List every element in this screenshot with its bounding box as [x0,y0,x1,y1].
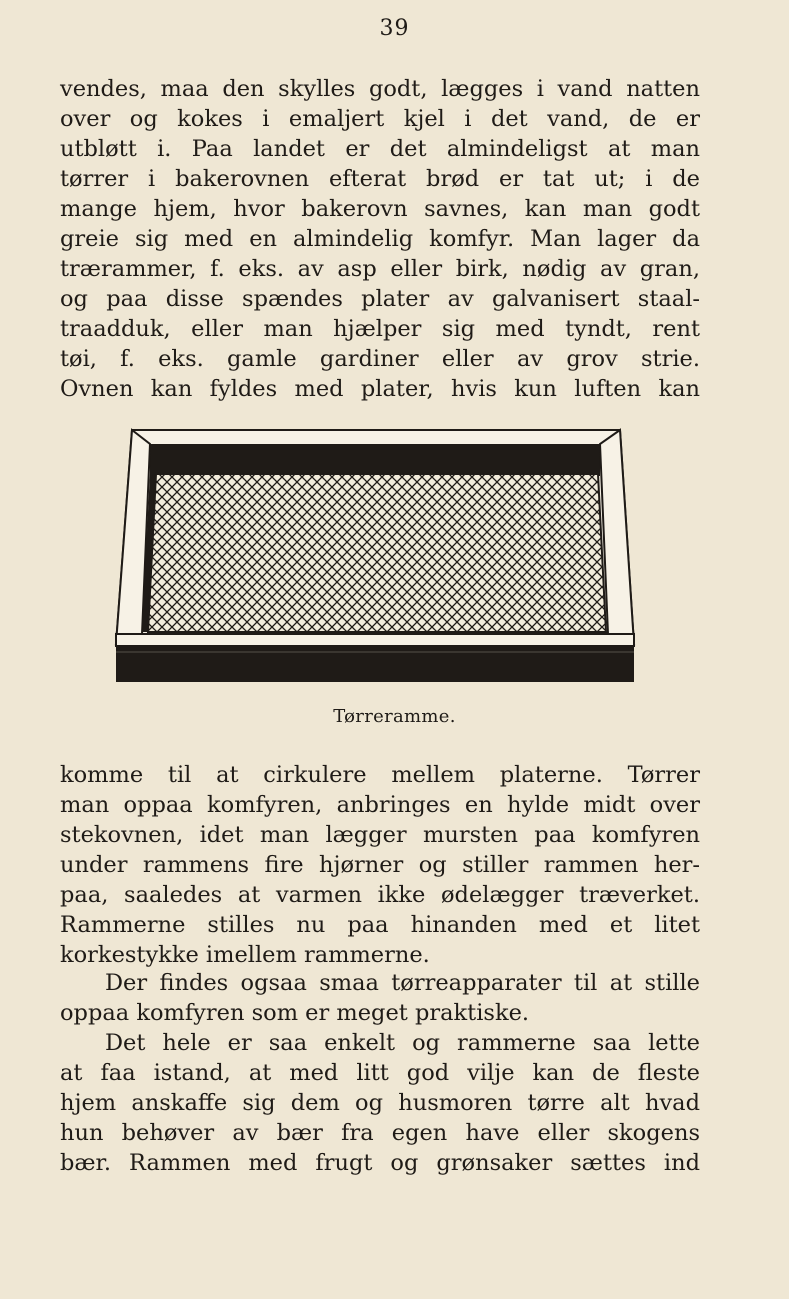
text-line: stekovnen, idet man lægger mursten paa komfyren [60,822,700,848]
paragraph-2 [60,760,700,970]
text-line: trærammer, f. eks. av asp eller birk, nødig av gran, [60,256,700,282]
page-number: 39 [379,16,410,41]
text-line: utbløtt i. Paa landet er det almindeligst at man [60,136,700,162]
text-line: hjem anskaffe sig dem og husmoren tørre alt hvad [60,1090,700,1116]
text-line: Rammerne stilles nu paa hinanden med et litet [60,912,700,938]
text-line: Der findes ogsaa smaa tørreapparater til at stille [105,970,700,996]
text-line: Ovnen kan fyldes med plater, hvis kun luften kan [60,376,700,402]
text-line: Det hele er saa enkelt og rammerne saa lette [105,1030,700,1056]
paragraph-1 [60,74,700,404]
text-line: paa, saaledes at varmen ikke ødelægger træverket. [60,882,700,908]
paragraph-4 [60,1028,700,1178]
text-line: og paa disse spændes plater av galvanisert staal- [60,286,700,312]
text-line: oppaa komfyren som er meget praktiske. [60,1000,530,1026]
text-line: traadduk, eller man hjælper sig med tyndt, rent [60,316,700,342]
text-line: vendes, maa den skylles godt, lægges i vand natten [60,76,700,102]
text-line: bær. Rammen med frugt og grønsaker sættes ind [60,1150,700,1176]
text-line: over og kokes i emaljert kjel i det vand, de er [60,106,700,132]
text-line: korkestykke imellem rammerne. [60,942,430,968]
text-line: greie sig med en almindelig komfyr. Man lager da [60,226,700,252]
text-line: mange hjem, hvor bakerovn savnes, kan man godt [60,196,700,222]
text-line: under rammens fire hjørner og stiller rammen her- [60,852,700,878]
text-line: at faa istand, at med litt god vilje kan de fleste [60,1060,700,1086]
drying-frame-illustration [112,422,638,688]
text-line: hun behøver av bær fra egen have eller skogens [60,1120,700,1146]
paragraph-3 [60,968,700,1028]
text-line: tøi, f. eks. gamle gardiner eller av grov strie. [60,346,700,372]
text-line: man oppaa komfyren, anbringes en hylde midt over [60,792,700,818]
figure-caption: Tørreramme. [333,706,456,727]
text-line: komme til at cirkulere mellem platerne. Tørrer [60,762,700,788]
text-line: tørrer i bakerovnen efterat brød er tat ut; i de [60,166,700,192]
